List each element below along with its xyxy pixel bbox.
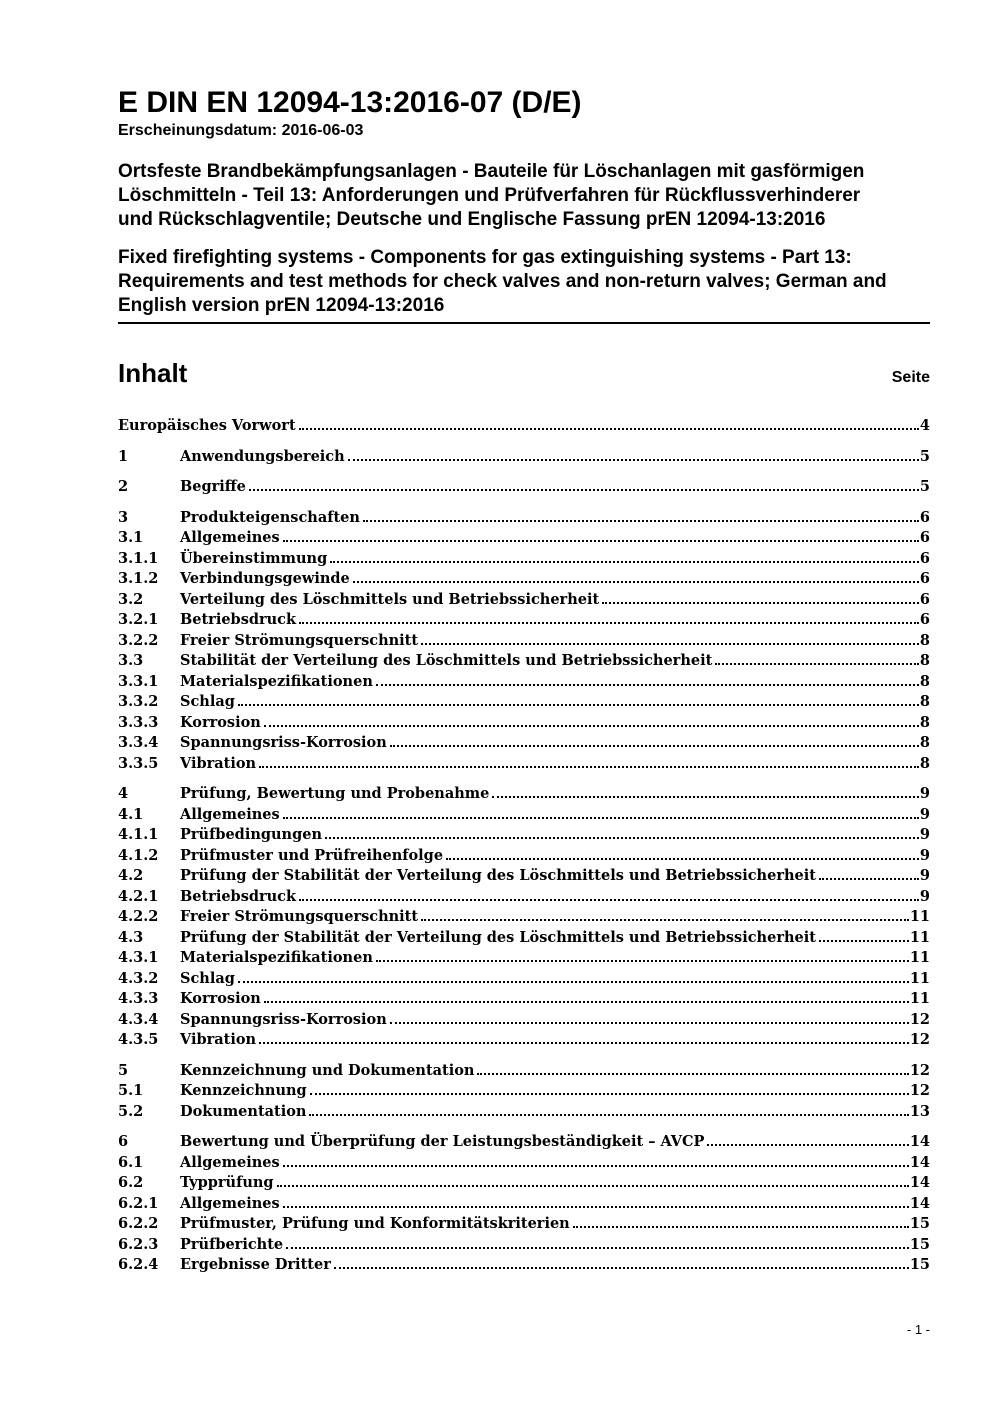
toc-entry-title: Begriffe: [180, 478, 246, 495]
toc-entry: [118, 887, 930, 908]
toc-entry-title: Spannungsriss-Korrosion: [180, 1010, 387, 1028]
toc-entry-number: 4.1: [118, 805, 144, 823]
toc-entry-page: 5: [919, 447, 930, 465]
toc-entry: [118, 713, 930, 734]
toc-entry-number: 3.3.3: [118, 713, 159, 731]
toc-entry: [118, 784, 930, 805]
toc-entry-title: Materialspezifikationen: [180, 949, 373, 966]
toc-entry-title: Stabilität der Verteilung des Löschmittels und Betriebssicherheit: [180, 652, 713, 669]
toc-entry-page: 11: [909, 969, 930, 987]
toc-entry-title: Bewertung und Überprüfung der Leistungsbeständigkeit – AVCP: [180, 1133, 705, 1150]
toc-dotted-leader: [477, 1073, 908, 1075]
toc-entry: [118, 528, 930, 549]
toc-entry: [118, 969, 930, 990]
toc-entry: [118, 733, 930, 754]
toc-entry-number: 5.1: [118, 1082, 144, 1099]
toc-entry-page: 11: [909, 928, 930, 946]
toc-entry-title: Betriebsdruck: [180, 611, 297, 628]
toc-entry: [118, 1153, 930, 1174]
toc-dotted-leader: [264, 725, 919, 727]
toc-entry-page: 15: [909, 1235, 930, 1253]
toc-dotted-leader: [310, 1093, 909, 1095]
toc-dotted-leader: [299, 622, 919, 624]
toc-entry-number: 4.3: [118, 928, 144, 946]
toc-entry-number: 5: [118, 1061, 129, 1079]
toc-entry-page: 8: [919, 754, 930, 772]
toc-entry-page: 12: [909, 1061, 930, 1079]
table-of-contents: [118, 358, 930, 1276]
toc-entry-page: 11: [909, 949, 930, 966]
toc-entry: [118, 447, 930, 468]
doc-title-german-line: Ortsfeste Brandbekämpfungsanlagen - Bauteile für Löschanlagen mit gasförmigen: [118, 161, 865, 182]
toc-entry-page: 12: [909, 1010, 930, 1028]
toc-entry-number: 4.3.2: [118, 969, 159, 987]
toc-entry-page: 6: [919, 590, 930, 608]
toc-entry-page: 6: [919, 611, 930, 628]
toc-page-column-label: Seite: [891, 369, 930, 386]
toc-entry-page: 8: [919, 734, 930, 751]
toc-entry-title: Prüfung, Bewertung und Probenahme: [180, 785, 490, 802]
page-number: - 1 -: [906, 1322, 930, 1337]
toc-entry-number: 6.2.2: [118, 1215, 159, 1232]
toc-entry: [118, 1235, 930, 1256]
toc-dotted-leader: [707, 1144, 908, 1146]
toc-entry-number: 4.1.2: [118, 846, 159, 864]
toc-entry: [118, 569, 930, 590]
toc-entry: [118, 508, 930, 529]
toc-entry: [118, 907, 930, 928]
toc-entry-title: Schlag: [180, 693, 235, 710]
toc-dotted-leader: [286, 1247, 909, 1249]
toc-dotted-leader: [376, 684, 919, 686]
toc-entry-title: Prüfbedingungen: [180, 826, 323, 843]
toc-entry-title: Kennzeichnung: [180, 1082, 307, 1099]
toc-entry-page: 9: [919, 826, 930, 843]
toc-entry: [118, 825, 930, 846]
toc-entry-title: Korrosion: [180, 990, 261, 1007]
toc-entry-page: 9: [919, 805, 930, 823]
toc-entry-title: Ergebnisse Dritter: [180, 1256, 331, 1273]
doc-title-english-line: Requirements and test methods for check valves and non-return valves; German and: [118, 271, 887, 292]
toc-entry-title: Freier Strömungsquerschnitt: [180, 908, 419, 925]
toc-entry-number: 3.2.1: [118, 611, 159, 628]
toc-entry: [118, 692, 930, 713]
toc-entry-number: 6.2.4: [118, 1256, 159, 1273]
toc-dotted-leader: [283, 817, 919, 819]
toc-dotted-leader: [715, 663, 919, 665]
release-date: Erscheinungsdatum: 2016-06-03: [118, 122, 364, 139]
toc-entry: [118, 866, 930, 887]
toc-entry: [118, 1132, 930, 1153]
toc-entry-number: 4.2.1: [118, 887, 159, 905]
toc-dotted-leader: [819, 940, 909, 942]
toc-entry: [118, 1102, 930, 1123]
toc-entry-number: 6.1: [118, 1153, 144, 1171]
toc-entry-title: Prüfmuster und Prüfreihenfolge: [180, 846, 444, 864]
toc-entry-title: Vibration: [180, 754, 257, 772]
toc-entry-page: 9: [919, 867, 930, 884]
toc-entry: [118, 549, 930, 570]
doc-title-german-line: Löschmitteln - Teil 13: Anforderungen und Prüfverfahren für Rückflussverhinderer: [118, 185, 861, 206]
doc-title-german: [118, 160, 930, 232]
toc-entry: [118, 477, 930, 498]
toc-entry-title: Prüfberichte: [180, 1235, 284, 1253]
toc-entry: [118, 1173, 930, 1194]
toc-entry-number: 3.3.1: [118, 672, 159, 690]
toc-entry-page: 9: [919, 887, 930, 905]
toc-dotted-leader: [421, 643, 919, 645]
toc-entry-number: 4.3.4: [118, 1010, 159, 1028]
toc-entry: [118, 610, 930, 631]
toc-entry-page: 13: [909, 1102, 930, 1120]
toc-entry: [118, 1194, 930, 1215]
toc-dotted-leader: [573, 1226, 909, 1228]
toc-entry-title: Allgemeines: [180, 1194, 280, 1212]
toc-dotted-leader: [238, 981, 909, 983]
toc-entry-title: Schlag: [180, 969, 235, 987]
toc-dotted-leader: [353, 581, 919, 583]
toc-entry-title: Verteilung des Löschmittels und Betriebssicherheit: [180, 590, 600, 608]
toc-dotted-leader: [259, 766, 919, 768]
toc-dotted-leader: [446, 858, 919, 860]
toc-header: [118, 358, 930, 388]
toc-entry-number: 1: [118, 447, 129, 465]
toc-entry-page: 12: [909, 1082, 930, 1099]
toc-heading: Inhalt: [118, 358, 188, 388]
toc-entry-page: 8: [919, 631, 930, 649]
toc-entry-title: Allgemeines: [180, 529, 280, 546]
toc-entry-page: 9: [919, 846, 930, 864]
toc-entry-number: 3.3.4: [118, 734, 159, 751]
toc-dotted-leader: [259, 1042, 909, 1044]
toc-entry-page: 14: [909, 1174, 930, 1191]
doc-number: E DIN EN 12094-13:2016-07 (D/E): [118, 86, 582, 119]
toc-dotted-leader: [330, 561, 919, 563]
toc-entry: [118, 846, 930, 867]
toc-entry: [118, 928, 930, 949]
toc-entry-title: Prüfmuster, Prüfung und Konformitätskriterien: [180, 1215, 570, 1232]
toc-entry-page: 6: [919, 570, 930, 587]
toc-entry-number: 4.1.1: [118, 826, 159, 843]
toc-entry-number: 3.1.2: [118, 570, 159, 587]
toc-entry-number: 2: [118, 478, 129, 495]
toc-entry-number: 3: [118, 508, 129, 526]
doc-title-english-line: Fixed firefighting systems - Components for gas extinguishing systems - Part 13:: [118, 247, 852, 268]
toc-entry-number: 4: [118, 785, 129, 802]
toc-entry-page: 14: [909, 1153, 930, 1171]
toc-entry: [118, 651, 930, 672]
toc-dotted-leader: [602, 602, 919, 604]
doc-title-english-line: English version prEN 12094-13:2016: [118, 295, 445, 316]
toc-entry: [118, 416, 930, 437]
toc-dotted-leader: [299, 428, 919, 430]
toc-entry-number: 4.2.2: [118, 908, 159, 925]
toc-entry: [118, 754, 930, 775]
doc-title-english: [118, 246, 930, 318]
toc-entry: [118, 1010, 930, 1031]
toc-entry: [118, 1081, 930, 1102]
toc-dotted-leader: [283, 1165, 909, 1167]
toc-entry: [118, 1030, 930, 1051]
toc-entry-number: 3.2: [118, 590, 144, 608]
toc-entry-page: 8: [919, 672, 930, 690]
toc-entry-number: 3.3.2: [118, 693, 159, 710]
toc-dotted-leader: [334, 1267, 909, 1269]
toc-dotted-leader: [299, 899, 919, 901]
toc-entry-title: Freier Strömungsquerschnitt: [180, 631, 419, 649]
toc-entry-page: 8: [919, 693, 930, 710]
toc-entry-title: Typprüfung: [180, 1174, 274, 1191]
toc-entry-page: 14: [909, 1194, 930, 1212]
toc-entry-number: 3.3.5: [118, 754, 159, 772]
toc-entry-title: Übereinstimmung: [180, 549, 328, 567]
toc-entry-number: 6.2.1: [118, 1194, 159, 1212]
toc-entry: [118, 989, 930, 1010]
doc-header: [118, 86, 930, 324]
toc-entry-title: Dokumentation: [180, 1102, 307, 1120]
doc-title-german-line: und Rückschlagventile; Deutsche und Englische Fassung prEN 12094-13:2016: [118, 209, 826, 230]
toc-entry-number: 4.3.5: [118, 1031, 159, 1048]
toc-entry-title: Spannungsriss-Korrosion: [180, 734, 387, 751]
toc-entry-number: 4.2: [118, 867, 144, 884]
toc-entry-title: Allgemeines: [180, 1153, 280, 1171]
toc-entry: [118, 1214, 930, 1235]
toc-entry-number: 3.1: [118, 529, 144, 546]
toc-entry-title: Prüfung der Stabilität der Verteilung des Löschmittels und Betriebssicherheit: [180, 928, 816, 946]
toc-entry-title: Materialspezifikationen: [180, 672, 373, 690]
toc-dotted-leader: [264, 1001, 909, 1003]
toc-entry-page: 12: [909, 1031, 930, 1048]
toc-entry-number: 3.2.2: [118, 631, 159, 649]
toc-dotted-leader: [421, 919, 909, 921]
toc-entry: [118, 1255, 930, 1276]
toc-entry-page: 6: [919, 549, 930, 567]
toc-dotted-leader: [363, 520, 919, 522]
toc-entry-page: 15: [909, 1256, 930, 1273]
toc-dotted-leader: [390, 1022, 909, 1024]
toc-entry: [118, 631, 930, 652]
toc-entry-title: Europäisches Vorwort: [118, 417, 296, 434]
toc-entry-page: 4: [919, 417, 930, 434]
toc-entry-title: Betriebsdruck: [180, 887, 297, 905]
toc-entry-page: 11: [909, 908, 930, 925]
page-footer: [907, 1322, 930, 1337]
toc-dotted-leader: [283, 540, 919, 542]
toc-entry-number: 3.3: [118, 652, 144, 669]
toc-dotted-leader: [376, 960, 909, 962]
toc-entry-number: 6.2: [118, 1174, 144, 1191]
toc-dotted-leader: [390, 745, 919, 747]
toc-entry-number: 5.2: [118, 1102, 144, 1120]
toc-entry-title: Vibration: [180, 1031, 257, 1048]
toc-list: [118, 416, 930, 1276]
toc-entry-title: Allgemeines: [180, 805, 280, 823]
toc-entry-title: Produkteigenschaften: [180, 508, 360, 526]
toc-entry-title: Verbindungsgewinde: [180, 570, 350, 587]
toc-entry: [118, 672, 930, 693]
toc-entry-number: 4.3.1: [118, 949, 159, 966]
toc-entry-page: 11: [909, 990, 930, 1007]
toc-entry-page: 15: [909, 1215, 930, 1232]
toc-entry-page: 14: [909, 1133, 930, 1150]
toc-entry: [118, 948, 930, 969]
toc-entry-page: 6: [919, 508, 930, 526]
toc-entry-title: Korrosion: [180, 713, 261, 731]
toc-dotted-leader: [249, 489, 919, 491]
toc-dotted-leader: [325, 837, 919, 839]
toc-entry: [118, 1061, 930, 1082]
toc-dotted-leader: [283, 1206, 909, 1208]
header-divider: [118, 322, 930, 324]
toc-entry-page: 8: [919, 652, 930, 669]
toc-dotted-leader: [309, 1114, 908, 1116]
toc-entry: [118, 805, 930, 826]
toc-entry-page: 6: [919, 529, 930, 546]
toc-entry-title: Kennzeichnung und Dokumentation: [180, 1061, 475, 1079]
toc-entry-title: Prüfung der Stabilität der Verteilung des Löschmittels und Betriebssicherheit: [180, 867, 816, 884]
toc-entry-number: 6: [118, 1133, 129, 1150]
toc-dotted-leader: [277, 1185, 909, 1187]
toc-dotted-leader: [238, 704, 919, 706]
toc-entry-title: Anwendungsbereich: [180, 447, 345, 465]
toc-entry-number: 4.3.3: [118, 990, 159, 1007]
toc-entry-page: 9: [919, 785, 930, 802]
toc-dotted-leader: [348, 459, 919, 461]
toc-dotted-leader: [819, 878, 919, 880]
toc-entry: [118, 590, 930, 611]
toc-dotted-leader: [492, 796, 919, 798]
toc-entry-page: 8: [919, 713, 930, 731]
toc-entry-page: 5: [919, 478, 930, 495]
toc-entry-number: 3.1.1: [118, 549, 159, 567]
toc-entry-number: 6.2.3: [118, 1235, 159, 1253]
